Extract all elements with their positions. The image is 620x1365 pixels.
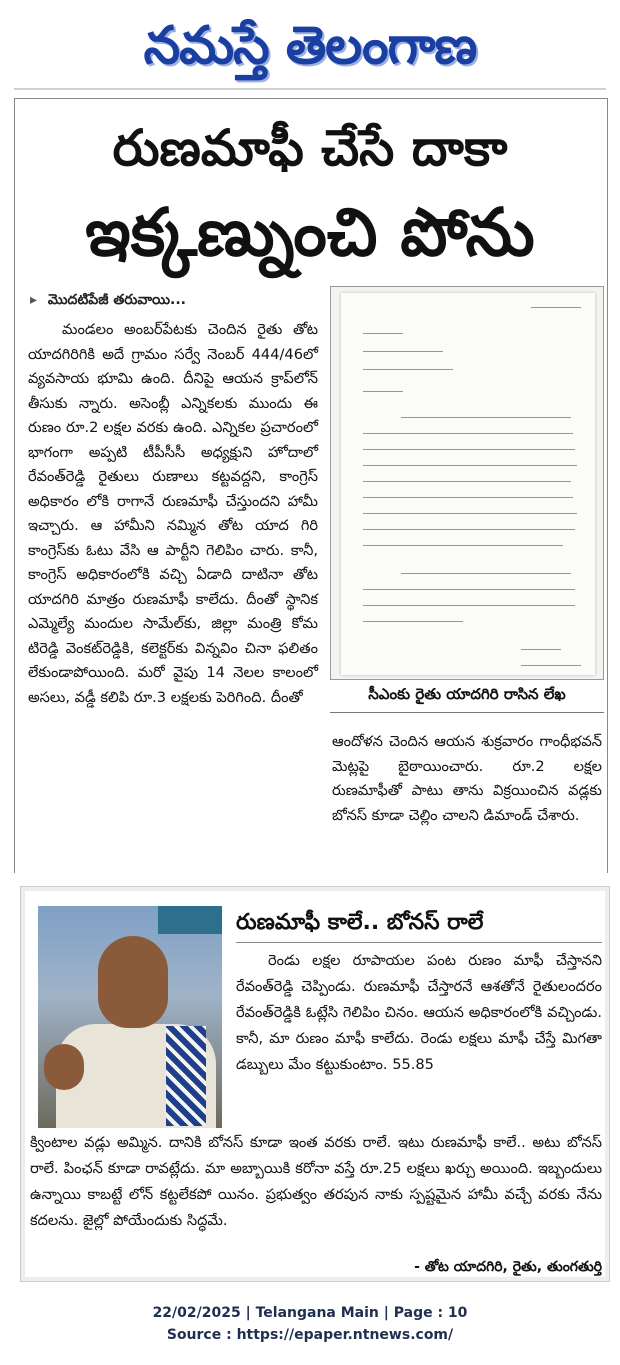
letter-photo	[330, 286, 604, 680]
newspaper-title: నమస్తే తెలంగాణ	[143, 15, 477, 76]
masthead-divider	[14, 88, 606, 90]
headline-line-2: ఇక్కణ్నుంచి పోను	[85, 194, 535, 271]
headline-line-1: రుణమాఫీ చేసే దాకా	[112, 119, 508, 177]
farmer-photo	[38, 906, 222, 1128]
article-left-column	[28, 318, 318, 710]
sidebar-body-top	[236, 948, 602, 1078]
masthead	[0, 0, 620, 96]
sidebar-byline: - తోట యాదగిరి, రైతు, తుంగతుర్తి	[414, 1259, 602, 1275]
caption-divider	[330, 712, 604, 713]
continuation-kicker	[30, 292, 186, 311]
footer-source-line: Source : https://epaper.ntnews.com/	[166, 1327, 454, 1343]
kicker-text: మొదటిపేజీ తరువాయి...	[47, 292, 186, 308]
sidebar-title-divider	[236, 942, 602, 943]
sidebar-body-bottom: క్వింటాల వడ్లు అమ్మిన. దానికి బోనస్ కూడా ఇంత వరకు రాలే. ఇటు రుణమాఫీ కాలే.. అటు బోనస్ రాలే. పింఛన్ కూడా రావట్లేదు. మా అబ్బాయికి కరోనా వస్తే రూ.25 లక్షలు ఖర్చు అయింది. ఇబ్బందులు ఉన్నాయి కాబట్టే లోన్ కట్టలేకపో యినం. ప్రభుత్వం తరపున నాకు స్పష్టమైన హామీ వచ్చే వరకు నేను కదలను. జైల్లో పోయేందుకు సిద్ధమే.	[30, 1134, 602, 1229]
article-right-column: ఆందోళన చెందిన ఆయన శుక్రవారం గాంధీభవన్ మెట్లపై బైఠాయించారు. రూ.2 లక్షల రుణమాఫీతో పాటు తాను విక్రయించిన వడ్లకు బోనస్ కూడా చెల్లిం చాలని డిమాండ్ చేశారు.	[332, 733, 602, 824]
handwritten-letter-image	[341, 293, 595, 675]
photo-caption: సీఎంకు రైతు యాదగిరి రాసిన లేఖ	[368, 685, 566, 703]
footer-date-line: 22/02/2025 | Telangana Main | Page : 10	[152, 1305, 468, 1321]
article-body-text: మండలం అంబర్‌పేటకు చెందిన రైతు తోట యాదగిరిగికి అదే గ్రామం సర్వే నెంబర్ 444/46లో వ్యవసాయ భూమి ఉంది. దీనిపై ఆయన క్రాప్‌లోన్ తీసుకు న్నారు. అసెంబ్లీ ఎన్నికలకు ముందు ఈ రుణం రూ.2 లక్షల వరకు ఉంది. ఎన్నికల ప్రచారంలో భాగంగా అప్పటి టీపీసీసీ అధ్యక్షుని హోదాలో రేవంత్‌రెడ్డి రైతులు రుణాలు కట్టవద్దని, కాంగ్రెస్ అధికారం లోకి రాగానే రుణమాఫీ చేస్తుందని హామీ ఇచ్చారు. ఆ హామీని నమ్మిన తోట యాద గిరి కాంగ్రెస్‌కు ఓటు వేసి ఆ పార్టీని గెలిపిం చారు. కానీ, కాంగ్రెస్ అధికారంలోకి వచ్చి ఏడాది దాటినా తోట యాదగిరి మాత్రం రుణమాఫీ కాలేదు. దీంతో స్థానిక ఎమ్మెల్యే మందుల సామేల్‌కు, జిల్లా మంత్రి కోమ టిరెడ్డి వెంకట్‌రెడ్డికి, కలెక్టర్‌కు విన్నవిం చినా ఫలితం లేకుండాపోయింది. మరో వైపు 14 నెలల కాలంలో అసలు, వడ్డీ కలిపి రూ.3 లక్షలకు పెరిగింది. దీంతో	[28, 321, 318, 706]
sidebar-quote-text: రెండు లక్షల రూపాయల పంట రుణం మాఫీ చేస్తానని రేవంత్‌రెడ్డి చెప్పిండు. రుణమాఫీ చేస్తారనే ఆశతోనే రైతులందరం రేవంత్‌రెడ్డికి ఓట్లేసి గెలిపిం చినం. ఆయన అధికారంలోకి వచ్చిండు. కానీ, మా రుణం మాఫీ కాలేదు. రెండు లక్షలు మాఫీ చేస్తే మిగతా డబ్బులు మేం కట్టుకుంటాం. 55.85	[236, 952, 602, 1073]
sidebar-title: రుణమాఫీ కాలే.. బోనస్ రాలే	[236, 910, 484, 935]
chevron-right-icon: ▸	[30, 292, 38, 308]
